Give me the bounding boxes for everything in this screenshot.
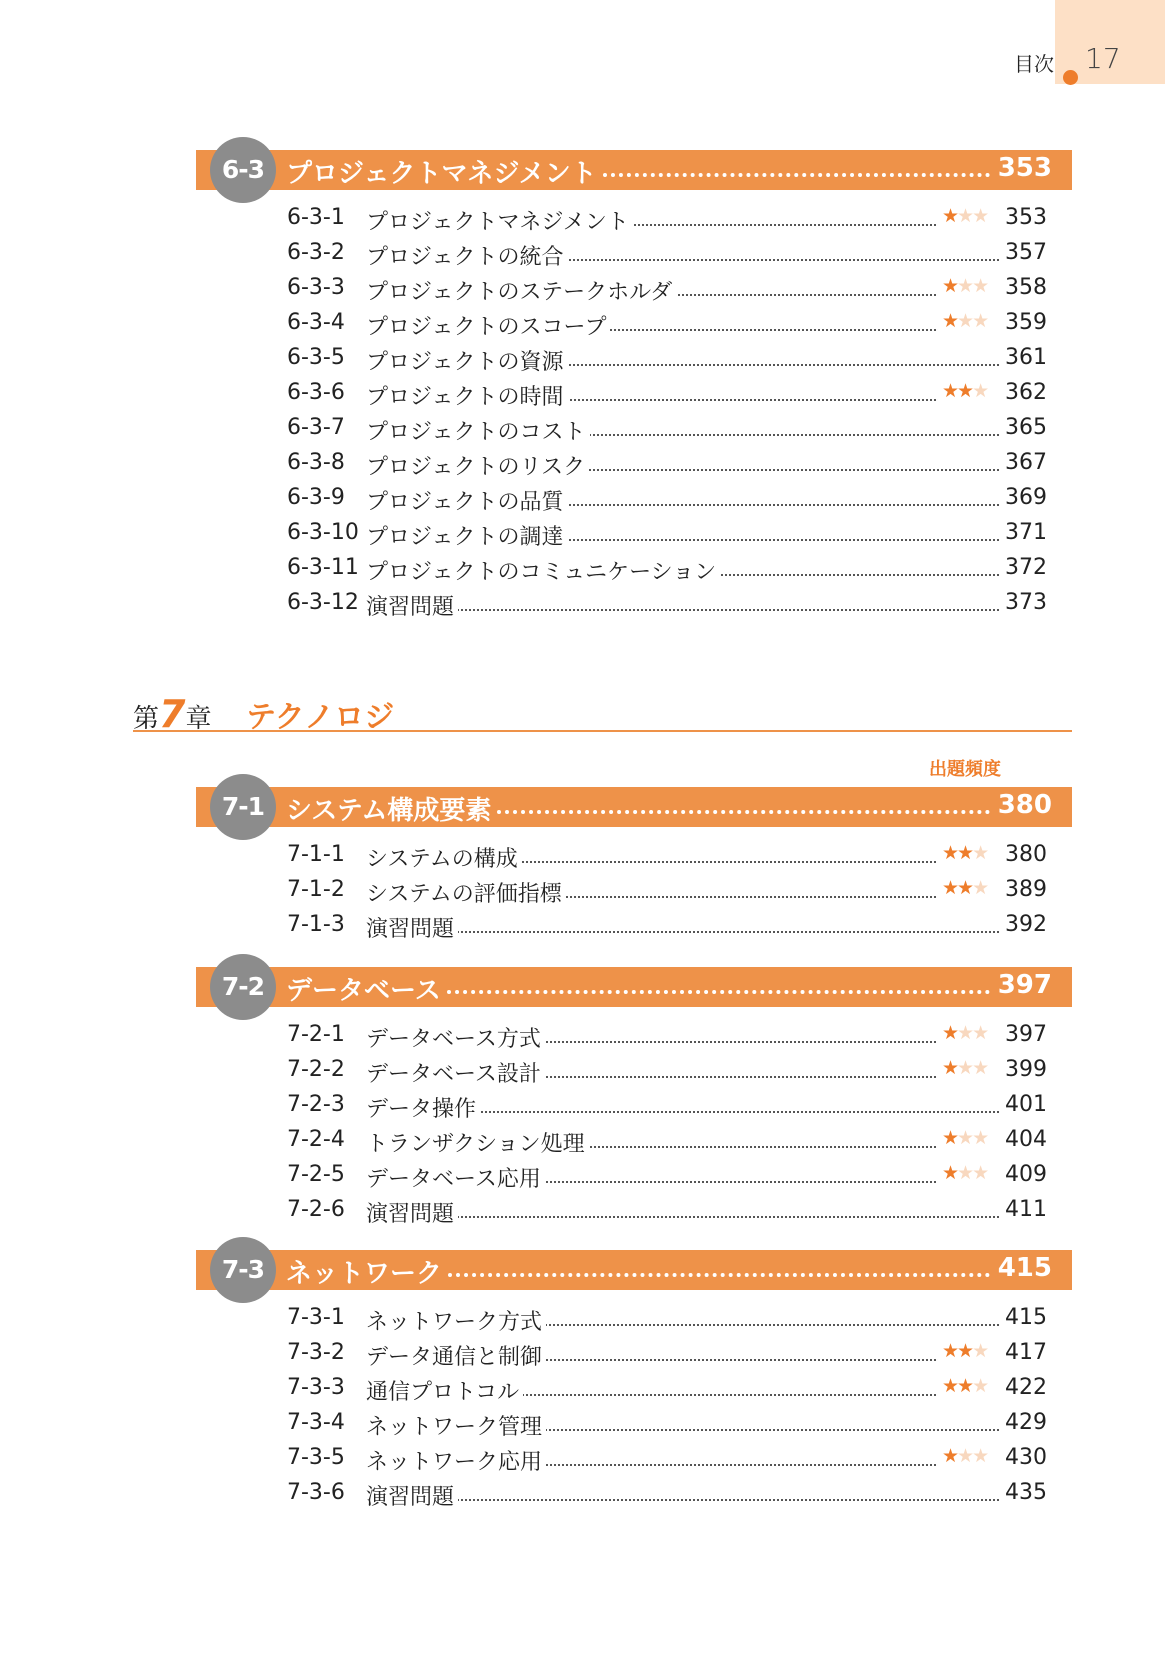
star-icon: ★ bbox=[942, 1127, 958, 1149]
frequency-stars-icon bbox=[940, 1162, 989, 1184]
star-icon: ★ bbox=[957, 1162, 973, 1184]
toc-entry[interactable] bbox=[287, 340, 1047, 375]
entry-title: 演習問題 bbox=[366, 912, 458, 943]
toc-entry[interactable] bbox=[287, 235, 1047, 270]
star-icon: ★ bbox=[942, 310, 958, 332]
entry-title: プロジェクトの調達 bbox=[366, 520, 568, 551]
entry-number: 7-3-6 bbox=[287, 1480, 345, 1505]
entry-page: 430 bbox=[1001, 1445, 1047, 1470]
frequency-stars-icon bbox=[940, 1127, 989, 1149]
entry-page: 417 bbox=[1001, 1340, 1047, 1365]
entry-number: 7-3-2 bbox=[287, 1340, 345, 1365]
entry-title: ネットワーク応用 bbox=[366, 1445, 546, 1476]
star-icon: ★ bbox=[972, 1340, 988, 1362]
section-title: ネットワーク bbox=[286, 1259, 443, 1289]
star-icon: ★ bbox=[957, 877, 973, 899]
entry-page: 361 bbox=[1001, 345, 1047, 370]
star-icon: ★ bbox=[972, 1057, 988, 1079]
star-icon: ★ bbox=[957, 1127, 973, 1149]
entry-number: 6-3-7 bbox=[287, 415, 345, 440]
star-icon: ★ bbox=[972, 1375, 988, 1397]
toc-entry[interactable] bbox=[287, 1122, 1047, 1157]
entry-title: ネットワーク管理 bbox=[366, 1410, 546, 1441]
chapter-title: テクノロジ bbox=[246, 700, 395, 735]
entry-number: 6-3-5 bbox=[287, 345, 345, 370]
entry-number: 6-3-6 bbox=[287, 380, 345, 405]
entry-title: プロジェクトの品質 bbox=[366, 485, 568, 516]
toc-entry[interactable] bbox=[287, 1405, 1047, 1440]
star-icon: ★ bbox=[957, 842, 973, 864]
star-icon: ★ bbox=[942, 1375, 958, 1397]
star-icon: ★ bbox=[957, 205, 973, 227]
chapter-prefix: 第 bbox=[133, 704, 160, 734]
toc-entry[interactable] bbox=[287, 1052, 1047, 1087]
entry-leader bbox=[366, 931, 1046, 933]
chapter-label bbox=[133, 692, 211, 736]
section-page: 397 bbox=[997, 970, 1052, 1000]
toc-entry[interactable] bbox=[287, 872, 1047, 907]
star-icon: ★ bbox=[942, 842, 958, 864]
star-icon: ★ bbox=[942, 275, 958, 297]
entry-title: プロジェクトのステークホルダ bbox=[366, 275, 676, 306]
toc-entry[interactable] bbox=[287, 585, 1047, 620]
entry-page: 369 bbox=[1001, 485, 1047, 510]
section-leader bbox=[448, 1273, 990, 1277]
chapter-number: 7 bbox=[159, 692, 186, 736]
entry-title: システムの構成 bbox=[366, 842, 522, 873]
section-title: システム構成要素 bbox=[286, 796, 492, 826]
entry-number: 6-3-1 bbox=[287, 205, 345, 230]
section-items bbox=[287, 1300, 1047, 1510]
toc-entry[interactable] bbox=[287, 907, 1047, 942]
entry-title: 通信プロトコル bbox=[366, 1375, 523, 1406]
entry-number: 7-3-3 bbox=[287, 1375, 345, 1400]
section-page: 415 bbox=[997, 1253, 1052, 1283]
frequency-stars-icon bbox=[940, 310, 989, 332]
entry-number: 7-2-2 bbox=[287, 1057, 345, 1082]
section-items bbox=[287, 1017, 1047, 1227]
entry-title: データベース方式 bbox=[366, 1022, 545, 1053]
entry-number: 6-3-3 bbox=[287, 275, 345, 300]
star-icon: ★ bbox=[972, 275, 988, 297]
entry-number: 7-1-2 bbox=[287, 877, 345, 902]
toc-entry[interactable] bbox=[287, 1300, 1047, 1335]
entry-page: 399 bbox=[1001, 1057, 1047, 1082]
section-header[interactable] bbox=[196, 787, 1072, 827]
star-icon: ★ bbox=[972, 1445, 988, 1467]
star-icon: ★ bbox=[972, 1162, 988, 1184]
entry-page: 353 bbox=[1001, 205, 1047, 230]
entry-number: 7-1-1 bbox=[287, 842, 345, 867]
frequency-stars-icon bbox=[940, 842, 989, 864]
entry-title: データ操作 bbox=[366, 1092, 480, 1123]
entry-page: 365 bbox=[1001, 415, 1047, 440]
star-icon: ★ bbox=[957, 310, 973, 332]
star-icon: ★ bbox=[972, 205, 988, 227]
entry-page: 411 bbox=[1001, 1197, 1047, 1222]
frequency-stars-icon bbox=[940, 1340, 989, 1362]
entry-title: プロジェクトの時間 bbox=[366, 380, 568, 411]
toc-entry[interactable] bbox=[287, 1087, 1047, 1122]
toc-entry[interactable] bbox=[287, 1017, 1047, 1052]
toc-entry[interactable] bbox=[287, 375, 1047, 410]
entry-page: 435 bbox=[1001, 1480, 1047, 1505]
chapter-heading bbox=[133, 690, 1072, 736]
entry-page: 362 bbox=[1001, 380, 1047, 405]
star-icon: ★ bbox=[957, 275, 973, 297]
entry-page: 397 bbox=[1001, 1022, 1047, 1047]
entry-number: 6-3-10 bbox=[287, 520, 359, 545]
frequency-stars-icon bbox=[940, 877, 989, 899]
entry-number: 6-3-12 bbox=[287, 590, 359, 615]
section-number-badge: 7-2 bbox=[210, 954, 276, 1020]
toc-entry[interactable] bbox=[287, 410, 1047, 445]
entry-title: プロジェクトのコミュニケーション bbox=[366, 555, 720, 586]
star-icon: ★ bbox=[942, 1022, 958, 1044]
entry-title: プロジェクトのコスト bbox=[366, 415, 590, 446]
entry-title: プロジェクトの統合 bbox=[366, 240, 568, 271]
section-title: データベース bbox=[286, 976, 441, 1006]
entry-page: 367 bbox=[1001, 450, 1047, 475]
entry-title: プロジェクトマネジメント bbox=[366, 205, 633, 236]
entry-title: データベース応用 bbox=[366, 1162, 545, 1193]
entry-number: 7-2-4 bbox=[287, 1127, 345, 1152]
entry-page: 380 bbox=[1001, 842, 1047, 867]
star-icon: ★ bbox=[972, 310, 988, 332]
toc-entry[interactable] bbox=[287, 480, 1047, 515]
section-items bbox=[287, 200, 1047, 620]
toc-entry[interactable] bbox=[287, 200, 1047, 235]
section-number-badge: 7-3 bbox=[210, 1237, 276, 1303]
section-header[interactable] bbox=[196, 1250, 1072, 1290]
toc-entry[interactable] bbox=[287, 837, 1047, 872]
toc-entry[interactable] bbox=[287, 1335, 1047, 1370]
entry-title: ネットワーク方式 bbox=[366, 1305, 546, 1336]
entry-number: 7-3-4 bbox=[287, 1410, 345, 1435]
entry-title: データベース設計 bbox=[366, 1057, 545, 1088]
entry-number: 7-2-1 bbox=[287, 1022, 345, 1047]
entry-title: データ通信と制御 bbox=[366, 1340, 546, 1371]
frequency-stars-icon bbox=[940, 1057, 989, 1079]
entry-page: 373 bbox=[1001, 590, 1047, 615]
star-icon: ★ bbox=[942, 380, 958, 402]
star-icon: ★ bbox=[942, 877, 958, 899]
frequency-label: 出題頻度 bbox=[929, 759, 1001, 780]
entry-title: トランザクション処理 bbox=[366, 1127, 589, 1158]
star-icon: ★ bbox=[942, 1340, 958, 1362]
entry-number: 6-3-9 bbox=[287, 485, 345, 510]
star-icon: ★ bbox=[942, 1162, 958, 1184]
entry-page: 389 bbox=[1001, 877, 1047, 902]
entry-title: プロジェクトの資源 bbox=[366, 345, 568, 376]
toc-entry[interactable] bbox=[287, 515, 1047, 550]
section-leader bbox=[447, 990, 990, 994]
entry-title: システムの評価指標 bbox=[366, 877, 566, 908]
entry-title: プロジェクトのリスク bbox=[366, 450, 589, 481]
section-leader bbox=[603, 173, 990, 177]
star-icon: ★ bbox=[972, 380, 988, 402]
section-number-badge: 7-1 bbox=[210, 774, 276, 840]
entry-number: 6-3-8 bbox=[287, 450, 345, 475]
toc-entry[interactable] bbox=[287, 1475, 1047, 1510]
entry-number: 6-3-11 bbox=[287, 555, 359, 580]
section-items bbox=[287, 837, 1047, 942]
entry-leader bbox=[366, 1216, 1046, 1218]
entry-number: 7-2-5 bbox=[287, 1162, 345, 1187]
entry-page: 359 bbox=[1001, 310, 1047, 335]
star-icon: ★ bbox=[957, 1445, 973, 1467]
entry-title: 演習問題 bbox=[366, 1480, 458, 1511]
entry-number: 7-1-3 bbox=[287, 912, 345, 937]
section-leader bbox=[497, 810, 989, 814]
entry-number: 7-2-3 bbox=[287, 1092, 345, 1117]
entry-page: 429 bbox=[1001, 1410, 1047, 1435]
toc-entry[interactable] bbox=[287, 305, 1047, 340]
entry-page: 392 bbox=[1001, 912, 1047, 937]
toc-entry[interactable] bbox=[287, 270, 1047, 305]
toc-entry[interactable] bbox=[287, 445, 1047, 480]
star-icon: ★ bbox=[942, 1057, 958, 1079]
star-icon: ★ bbox=[972, 1022, 988, 1044]
frequency-stars-icon bbox=[940, 380, 989, 402]
entry-number: 7-2-6 bbox=[287, 1197, 345, 1222]
toc-entry[interactable] bbox=[287, 1157, 1047, 1192]
toc-entry[interactable] bbox=[287, 1192, 1047, 1227]
frequency-stars-icon bbox=[940, 275, 989, 297]
section-header[interactable] bbox=[196, 967, 1072, 1007]
entry-title: 演習問題 bbox=[366, 590, 458, 621]
frequency-stars-icon bbox=[940, 1375, 989, 1397]
star-icon: ★ bbox=[972, 842, 988, 864]
page-number: 17 bbox=[1085, 42, 1121, 75]
star-icon: ★ bbox=[972, 877, 988, 899]
entry-number: 7-3-5 bbox=[287, 1445, 345, 1470]
entry-title: プロジェクトのスコープ bbox=[366, 310, 610, 341]
toc-label: 目次 bbox=[1014, 52, 1054, 76]
star-icon: ★ bbox=[942, 205, 958, 227]
section-header[interactable] bbox=[196, 150, 1072, 190]
entry-page: 401 bbox=[1001, 1092, 1047, 1117]
section-title: プロジェクトマネジメント bbox=[286, 159, 597, 189]
entry-number: 6-3-2 bbox=[287, 240, 345, 265]
frequency-stars-icon bbox=[940, 1445, 989, 1467]
star-icon: ★ bbox=[957, 1375, 973, 1397]
star-icon: ★ bbox=[957, 1057, 973, 1079]
entry-page: 409 bbox=[1001, 1162, 1047, 1187]
entry-leader bbox=[366, 609, 1046, 611]
section-page: 380 bbox=[997, 790, 1052, 820]
toc-entry[interactable] bbox=[287, 1440, 1047, 1475]
frequency-stars-icon bbox=[940, 205, 989, 227]
section-page: 353 bbox=[997, 153, 1052, 183]
section-number-badge: 6-3 bbox=[210, 137, 276, 203]
chapter-suffix: 章 bbox=[185, 704, 212, 734]
entry-leader bbox=[366, 1499, 1046, 1501]
entry-number: 7-3-1 bbox=[287, 1305, 345, 1330]
star-icon: ★ bbox=[957, 1340, 973, 1362]
entry-page: 415 bbox=[1001, 1305, 1047, 1330]
entry-page: 372 bbox=[1001, 555, 1047, 580]
entry-page: 358 bbox=[1001, 275, 1047, 300]
toc-entry[interactable] bbox=[287, 550, 1047, 585]
entry-page: 357 bbox=[1001, 240, 1047, 265]
entry-number: 6-3-4 bbox=[287, 310, 345, 335]
star-icon: ★ bbox=[942, 1445, 958, 1467]
frequency-stars-icon bbox=[940, 1022, 989, 1044]
entry-page: 422 bbox=[1001, 1375, 1047, 1400]
bullet-dot-icon bbox=[1063, 70, 1078, 85]
toc-entry[interactable] bbox=[287, 1370, 1047, 1405]
entry-page: 404 bbox=[1001, 1127, 1047, 1152]
entry-page: 371 bbox=[1001, 520, 1047, 545]
star-icon: ★ bbox=[957, 380, 973, 402]
star-icon: ★ bbox=[972, 1127, 988, 1149]
star-icon: ★ bbox=[957, 1022, 973, 1044]
entry-title: 演習問題 bbox=[366, 1197, 458, 1228]
